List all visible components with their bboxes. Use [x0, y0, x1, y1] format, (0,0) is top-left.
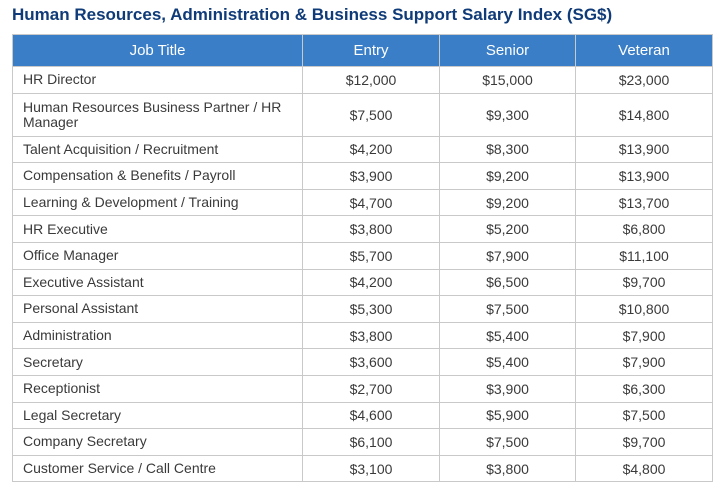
- column-header-job-title: Job Title: [13, 35, 303, 67]
- table-row: [13, 67, 713, 94]
- job-title-cell: Human Resources Business Partner / HR Manager: [13, 93, 303, 136]
- veteran-salary-cell: $9,700: [576, 269, 713, 296]
- job-title-cell: Company Secretary: [13, 429, 303, 456]
- entry-salary-cell: $3,600: [303, 349, 440, 376]
- entry-salary-cell: $3,800: [303, 322, 440, 349]
- veteran-salary-cell: $7,500: [576, 402, 713, 429]
- table-row: [13, 349, 713, 376]
- entry-salary-cell: $2,700: [303, 375, 440, 402]
- column-header-veteran: Veteran: [576, 35, 713, 67]
- veteran-salary-cell: $7,900: [576, 322, 713, 349]
- job-title-cell: Executive Assistant: [13, 269, 303, 296]
- senior-salary-cell: $8,300: [440, 136, 576, 163]
- job-title-cell: Learning & Development / Training: [13, 189, 303, 216]
- veteran-salary-cell: $14,800: [576, 93, 713, 136]
- senior-salary-cell: $5,400: [440, 349, 576, 376]
- table-row: [13, 322, 713, 349]
- job-title-cell: Receptionist: [13, 375, 303, 402]
- veteran-salary-cell: $10,800: [576, 296, 713, 323]
- veteran-salary-cell: $13,900: [576, 163, 713, 190]
- job-title-cell: Office Manager: [13, 242, 303, 269]
- job-title-cell: Personal Assistant: [13, 296, 303, 323]
- veteran-salary-cell: $4,800: [576, 455, 713, 482]
- job-title-cell: Customer Service / Call Centre: [13, 455, 303, 482]
- senior-salary-cell: $7,500: [440, 296, 576, 323]
- job-title-cell: Legal Secretary: [13, 402, 303, 429]
- senior-salary-cell: $9,300: [440, 93, 576, 136]
- senior-salary-cell: $5,400: [440, 322, 576, 349]
- senior-salary-cell: $5,200: [440, 216, 576, 243]
- table-row: [13, 375, 713, 402]
- job-title-cell: Administration: [13, 322, 303, 349]
- veteran-salary-cell: $9,700: [576, 429, 713, 456]
- senior-salary-cell: $3,900: [440, 375, 576, 402]
- senior-salary-cell: $9,200: [440, 163, 576, 190]
- table-row: [13, 269, 713, 296]
- entry-salary-cell: $6,100: [303, 429, 440, 456]
- table-row: [13, 93, 713, 136]
- veteran-salary-cell: $7,900: [576, 349, 713, 376]
- job-title-cell: HR Executive: [13, 216, 303, 243]
- entry-salary-cell: $5,300: [303, 296, 440, 323]
- veteran-salary-cell: $13,900: [576, 136, 713, 163]
- job-title-cell: HR Director: [13, 67, 303, 94]
- job-title-cell: Compensation & Benefits / Payroll: [13, 163, 303, 190]
- entry-salary-cell: $4,600: [303, 402, 440, 429]
- veteran-salary-cell: $6,300: [576, 375, 713, 402]
- senior-salary-cell: $9,200: [440, 189, 576, 216]
- entry-salary-cell: $7,500: [303, 93, 440, 136]
- page-title: Human Resources, Administration & Business Support Salary Index (SG$): [12, 5, 613, 24]
- job-title-cell: Secretary: [13, 349, 303, 376]
- entry-salary-cell: $3,100: [303, 455, 440, 482]
- table-row: [13, 242, 713, 269]
- column-header-senior: Senior: [440, 35, 576, 67]
- veteran-salary-cell: $23,000: [576, 67, 713, 94]
- table-row: [13, 163, 713, 190]
- table-row: [13, 136, 713, 163]
- table-row: [13, 429, 713, 456]
- column-header-entry: Entry: [303, 35, 440, 67]
- senior-salary-cell: $3,800: [440, 455, 576, 482]
- senior-salary-cell: $7,500: [440, 429, 576, 456]
- veteran-salary-cell: $13,700: [576, 189, 713, 216]
- senior-salary-cell: $7,900: [440, 242, 576, 269]
- table-header-row: [13, 35, 713, 67]
- table-row: [13, 296, 713, 323]
- senior-salary-cell: $5,900: [440, 402, 576, 429]
- entry-salary-cell: $3,900: [303, 163, 440, 190]
- table-row: [13, 189, 713, 216]
- veteran-salary-cell: $11,100: [576, 242, 713, 269]
- table-row: [13, 402, 713, 429]
- entry-salary-cell: $4,200: [303, 136, 440, 163]
- entry-salary-cell: $4,700: [303, 189, 440, 216]
- entry-salary-cell: $4,200: [303, 269, 440, 296]
- veteran-salary-cell: $6,800: [576, 216, 713, 243]
- entry-salary-cell: $3,800: [303, 216, 440, 243]
- table-row: [13, 216, 713, 243]
- table-row: [13, 455, 713, 482]
- job-title-cell: Talent Acquisition / Recruitment: [13, 136, 303, 163]
- salary-table: [12, 34, 713, 482]
- senior-salary-cell: $6,500: [440, 269, 576, 296]
- entry-salary-cell: $12,000: [303, 67, 440, 94]
- entry-salary-cell: $5,700: [303, 242, 440, 269]
- senior-salary-cell: $15,000: [440, 67, 576, 94]
